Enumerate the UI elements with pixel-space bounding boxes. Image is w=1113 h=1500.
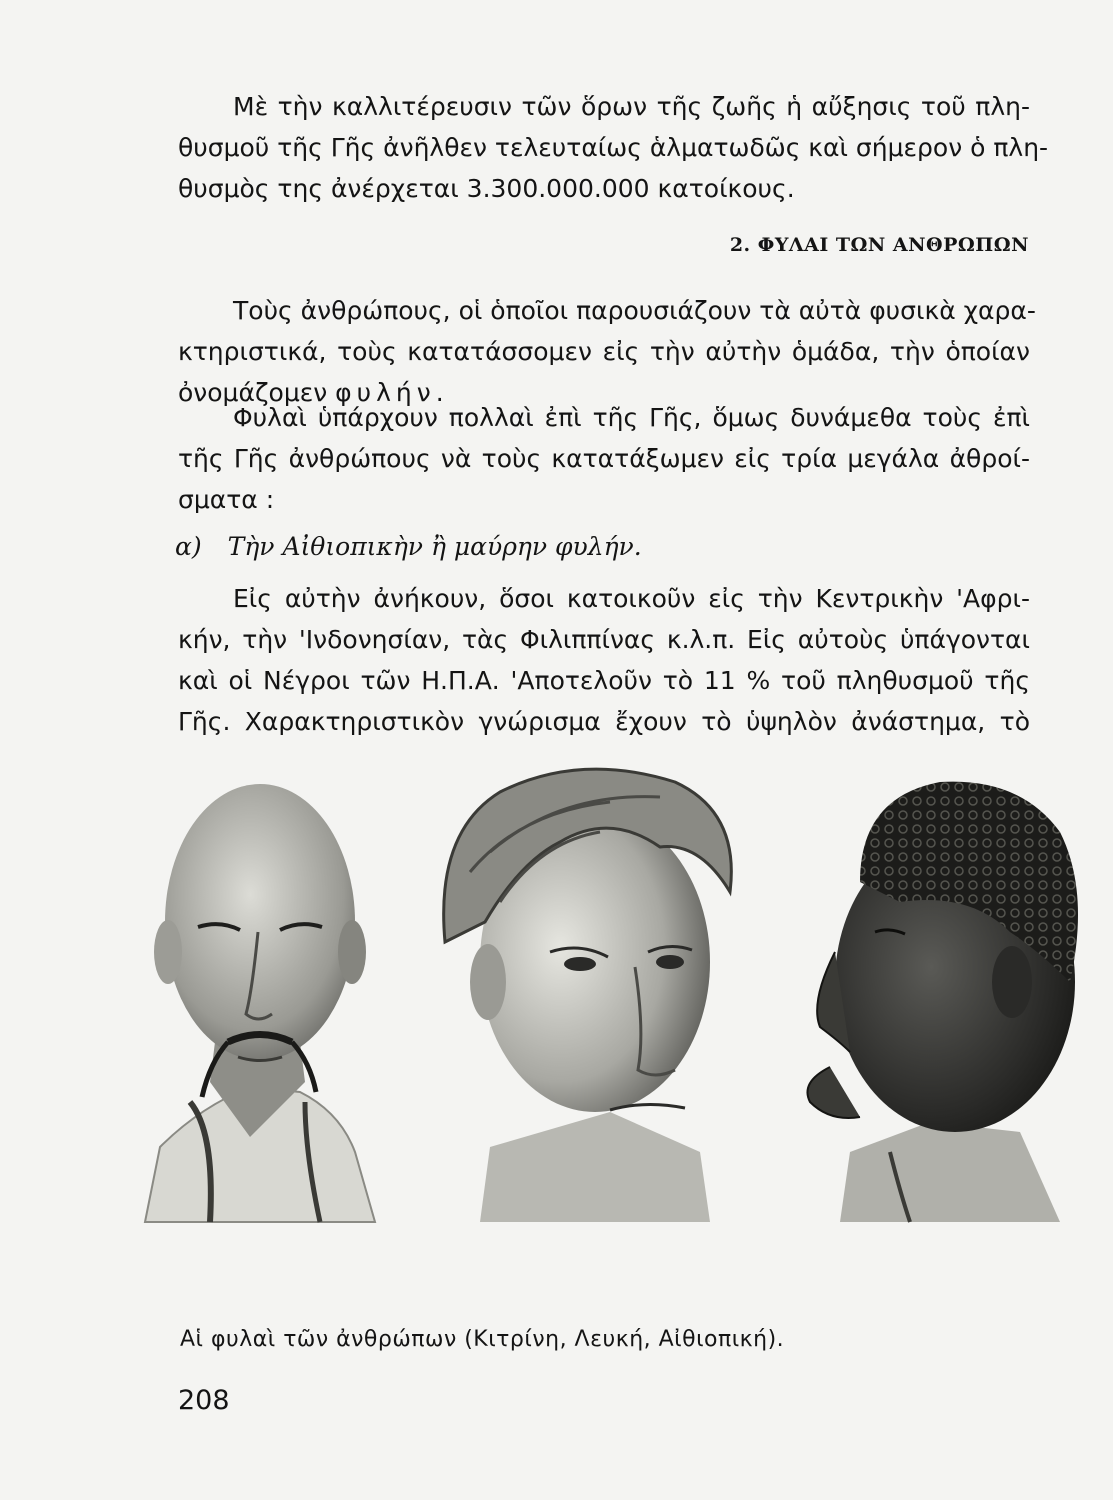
races-illustration xyxy=(140,752,1080,1232)
subsection-label: α) xyxy=(175,532,202,561)
subsection-heading xyxy=(175,532,642,561)
classification-paragraph xyxy=(178,397,1030,520)
definition-paragraph xyxy=(178,290,1036,413)
text-line: τῆς Γῆς ἀνθρώπους νὰ τοὺς κατατάξωμεν εἰς τρία μεγάλα ἀθροί- xyxy=(178,444,1030,473)
text-line: θυσμοῦ τῆς Γῆς ἀνῆλθεν τελευταίως ἁλματωδῶς καὶ σήμερον ὁ πλη- xyxy=(178,133,1049,162)
curly-haired-man-profile-portrait xyxy=(808,782,1079,1222)
page-number: 208 xyxy=(178,1385,230,1416)
emphasized-term: φυλήν. xyxy=(335,378,449,407)
wavy-haired-youth-portrait xyxy=(444,769,732,1222)
subsection-title: Τὴν Αἰθιοπικὴν ἢ μαύρην φυλήν. xyxy=(227,532,642,561)
text-line: σματα : xyxy=(178,485,275,514)
text-line: Εἰς αὐτὴν ἀνήκουν, ὅσοι κατοικοῦν εἰς τὴν Κεντρικὴν 'Αφρι- xyxy=(233,584,1030,613)
text-line: θυσμὸς της ἀνέρχεται 3.300.000.000 κατοίκους. xyxy=(178,174,795,203)
text-fragment: ὀνομάζομεν xyxy=(178,378,328,407)
text-line: Φυλαὶ ὑπάρχουν πολλαὶ ἐπὶ τῆς Γῆς, ὅμως δυνάμεθα τοὺς ἐπὶ xyxy=(233,403,1030,432)
intro-paragraph xyxy=(178,86,1049,209)
bald-man-with-mustache-portrait xyxy=(145,784,375,1222)
ethiopian-race-paragraph xyxy=(178,578,1030,742)
text-line: κήν, τὴν 'Ινδονησίαν, τὰς Φιλιππίνας κ.λ.π. Εἰς αὐτοὺς ὑπάγονται xyxy=(178,625,1030,654)
text-line: Τοὺς ἀνθρώπους, οἱ ὁποῖοι παρουσιάζουν τὰ αὐτὰ φυσικὰ χαρα- xyxy=(233,296,1036,325)
text-line: καὶ οἱ Νέγροι τῶν Η.Π.Α. 'Αποτελοῦν τὸ 11 % τοῦ πληθυσμοῦ τῆς xyxy=(178,666,1030,695)
section-heading: 2. ΦΥΛΑΙ ΤΩΝ ΑΝΘΡΩΠΩΝ xyxy=(729,234,1029,256)
figure-caption: Αἱ φυλαὶ τῶν ἀνθρώπων (Κιτρίνη, Λευκή, Αἰθιοπική). xyxy=(180,1327,785,1352)
text-line: Γῆς. Χαρακτηριστικὸν γνώρισμα ἔχουν τὸ ὑψηλὸν ἀνάστημα, τὸ xyxy=(178,707,1030,736)
text-line: Μὲ τὴν καλλιτέρευσιν τῶν ὅρων τῆς ζωῆς ἡ αὔξησις τοῦ πλη- xyxy=(233,92,1030,121)
text-line: κτηριστικά, τοὺς κατατάσσομεν εἰς τὴν αὐτὴν ὁμάδα, τὴν ὁποίαν xyxy=(178,337,1030,366)
